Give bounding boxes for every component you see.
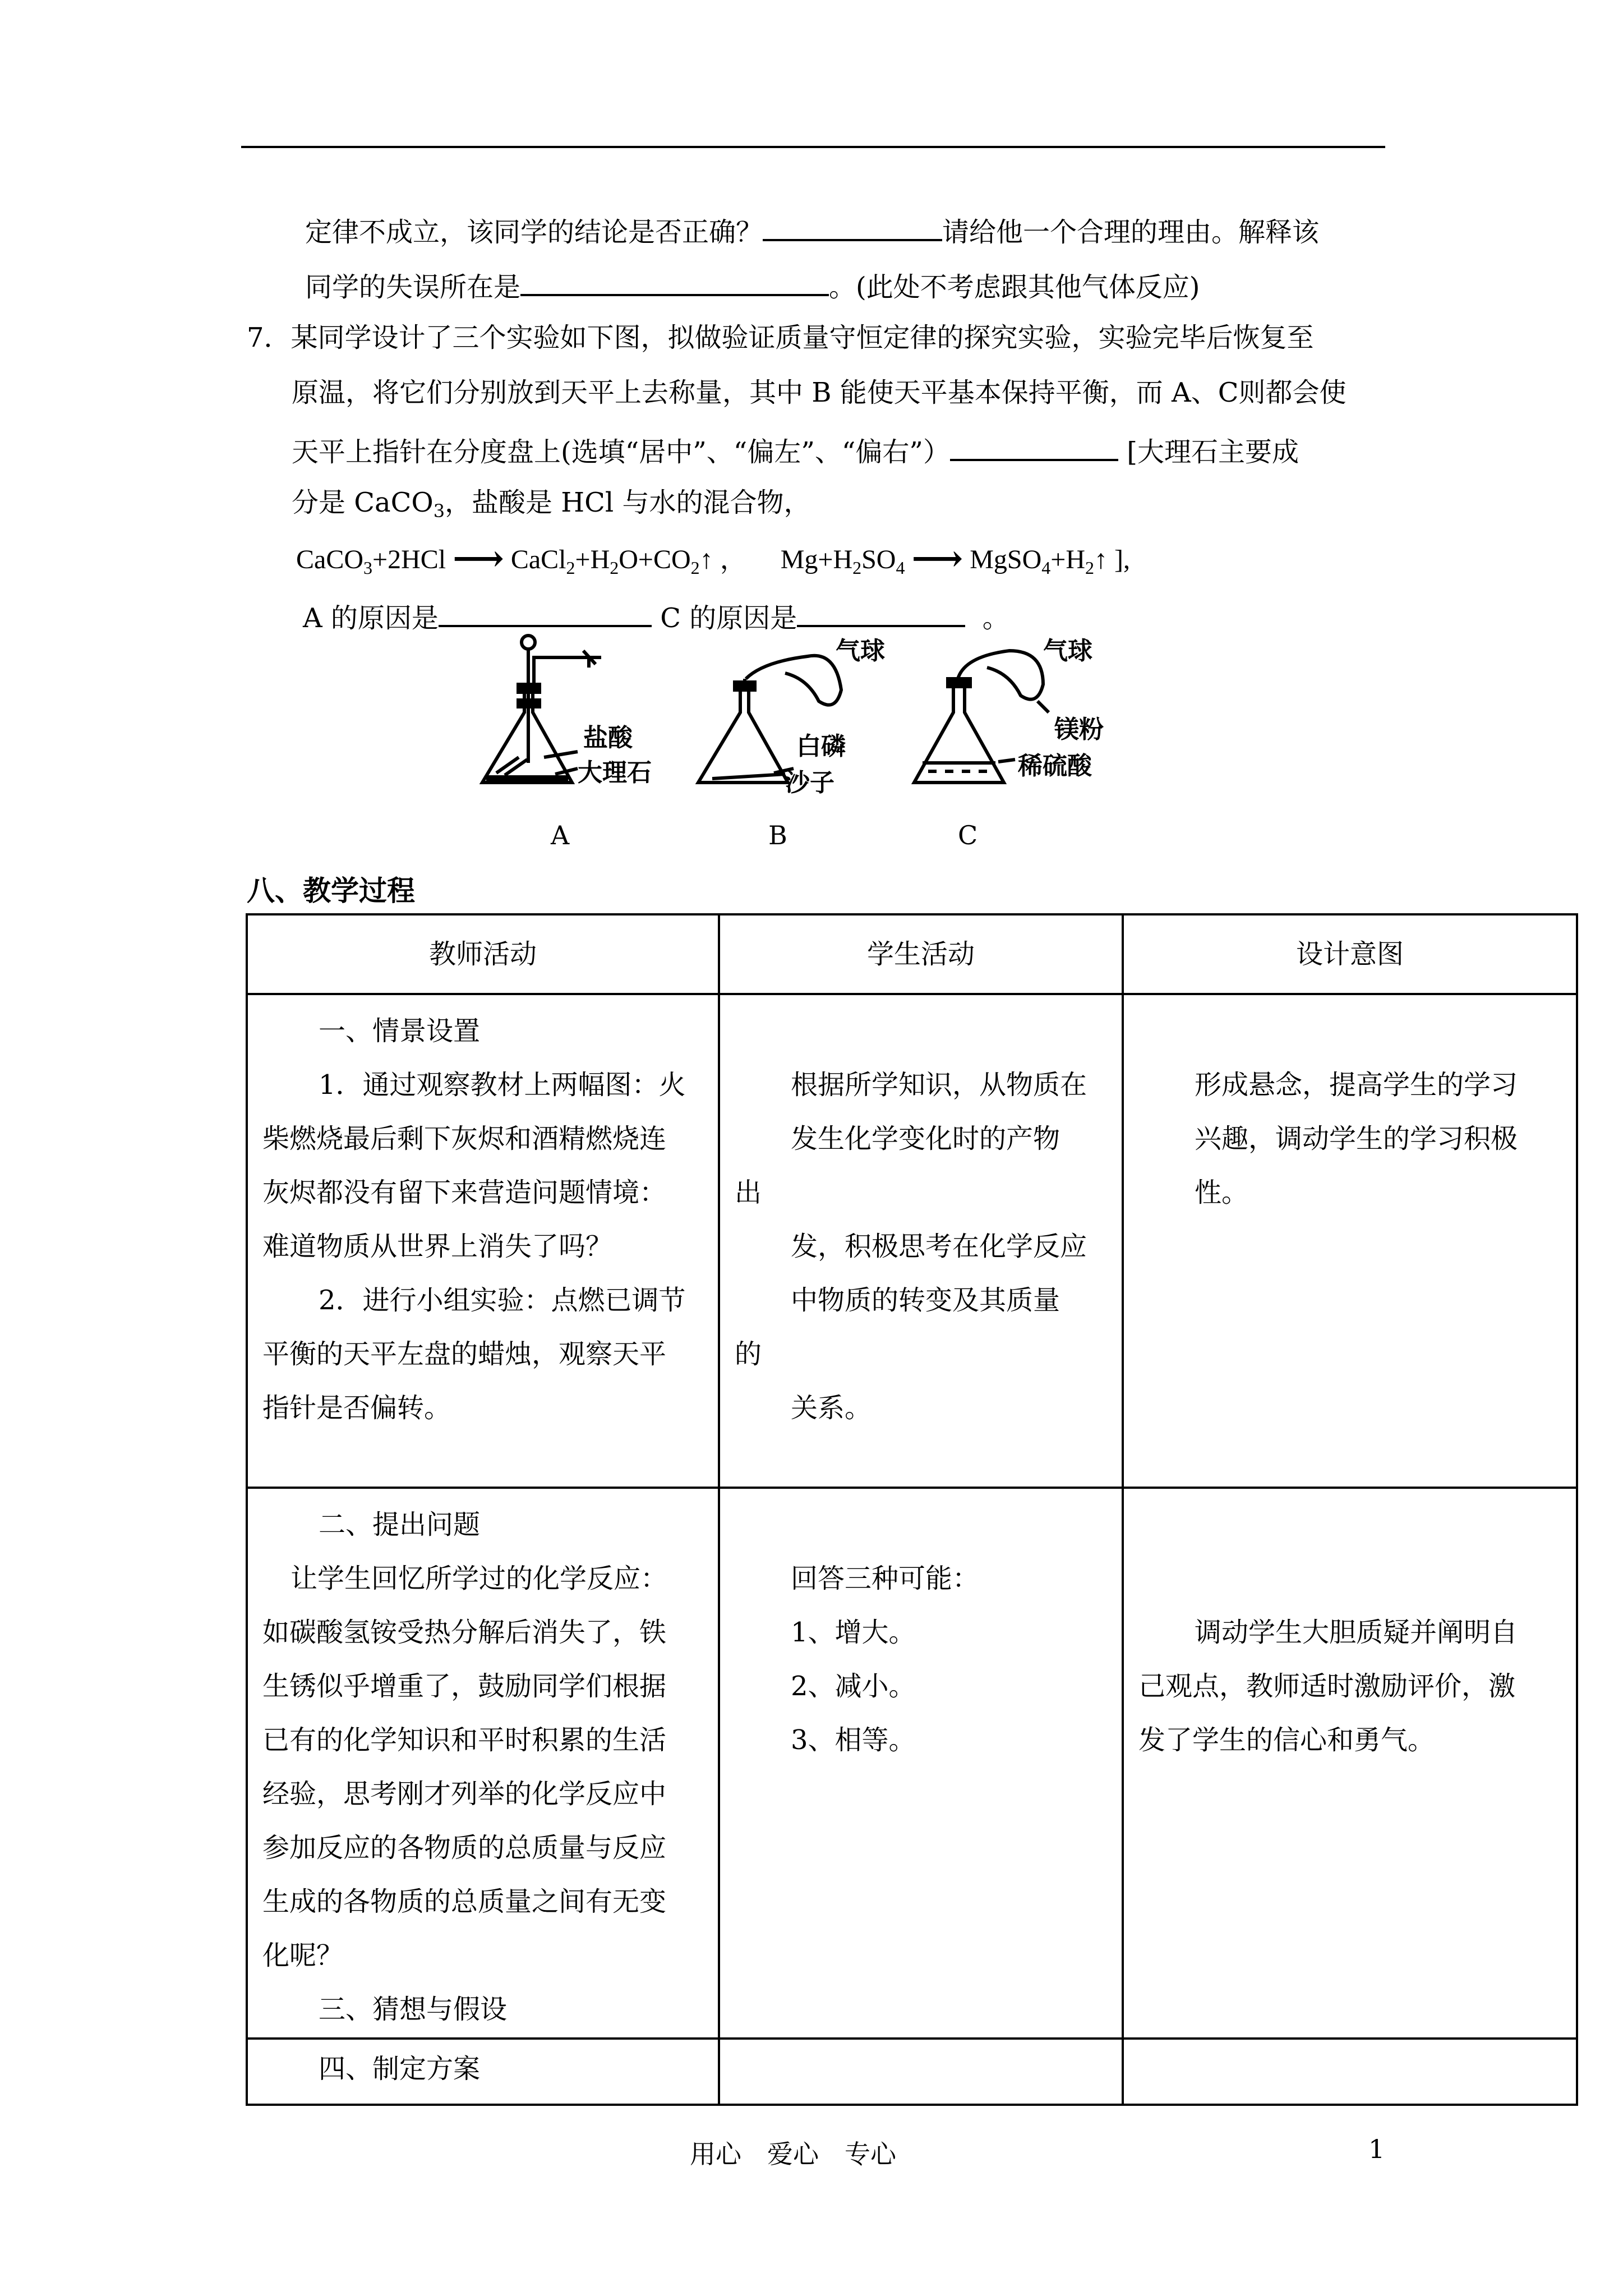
subscript: 2 — [1085, 558, 1094, 578]
q7-reason-line — [303, 597, 1009, 635]
q7-line-1: 7．某同学设计了三个实验如下图，拟做验证质量守恒定律的探究实验，实验完毕后恢复至 — [247, 322, 1314, 353]
equation-text: +H — [1050, 545, 1085, 574]
cell-line: 出 — [735, 1177, 762, 1208]
student-cell — [719, 1488, 1123, 2039]
label-hydrochloric-acid: 盐酸 — [583, 724, 633, 752]
design-cell — [1123, 1488, 1577, 2039]
subscript: 2 — [690, 558, 700, 578]
figure-labels — [578, 637, 1104, 797]
q7-text: ，盐酸是 HCl 与水的混合物， — [445, 487, 811, 518]
cell-line: 2、减小。 — [791, 1671, 916, 1702]
q7-text: C 的原因是 — [660, 602, 797, 634]
answer-blank[interactable] — [763, 211, 942, 241]
cell-line: 如碳酸氢铵受热分解后消失了，铁 — [262, 1617, 667, 1648]
label-dilute-sulfuric-acid: 稀硫酸 — [1018, 752, 1092, 780]
cell-line: 根据所学知识，从物质在 — [791, 1069, 1087, 1101]
cell-line: 1、增大。 — [791, 1617, 916, 1648]
cell-line: 平衡的天平左盘的蜡烛，观察天平 — [262, 1338, 667, 1370]
reaction-arrow-icon: ⟶ — [911, 539, 963, 578]
header-rule — [241, 146, 1385, 148]
q7-text: 分是 CaCO — [292, 487, 434, 518]
answer-blank[interactable] — [520, 266, 829, 296]
cell-line: 二、提出问题 — [319, 1509, 481, 1540]
table-row — [247, 994, 1577, 1488]
cell-line: 中物质的转变及其质量 — [791, 1285, 1061, 1316]
equation-text: O+CO — [619, 545, 691, 574]
equation-line — [296, 539, 1130, 585]
label-balloon-c: 气球 — [1043, 637, 1092, 665]
q7-line-3 — [292, 431, 1299, 469]
reaction-arrow-icon: ⟶ — [453, 539, 504, 578]
cell-line: 经验，思考刚才列举的化学反应中 — [262, 1778, 667, 1810]
cell-line: 的 — [735, 1338, 762, 1370]
equation-text: SO — [861, 545, 896, 574]
design-cell — [1123, 994, 1577, 1488]
cell-line: 已有的化学知识和平时积累的生活 — [262, 1724, 667, 1756]
cell-line: 发生化学变化时的产物 — [791, 1123, 1061, 1154]
caption-a: A — [551, 820, 570, 850]
cell-line: 兴趣，调动学生的学习积极 — [1195, 1123, 1518, 1154]
q7-line-4 — [292, 486, 811, 528]
cell-line: 灰烬都没有留下来营造问题情境： — [262, 1177, 667, 1208]
cell-line: 柴燃烧最后剩下灰烬和酒精燃烧连 — [262, 1123, 667, 1154]
teacher-cell — [247, 994, 719, 1488]
cell-line: 关系。 — [791, 1392, 872, 1424]
subscript: 4 — [896, 558, 905, 578]
equation-text: CaCl — [510, 545, 566, 574]
label-marble: 大理石 — [578, 758, 652, 787]
table-header-row — [247, 914, 1577, 994]
cell-line: 2．进行小组实验：点燃已调节 — [319, 1285, 686, 1316]
page-number: 1 — [1368, 2134, 1385, 2164]
table-row — [247, 1488, 1577, 2039]
subscript: 2 — [566, 558, 575, 578]
q7-text: [大理石主要成 — [1127, 436, 1299, 468]
answer-blank[interactable] — [797, 597, 965, 627]
caption-c: C — [958, 820, 978, 850]
experiment-figure — [471, 634, 1144, 802]
table-row — [247, 2039, 1577, 2105]
subscript: 2 — [610, 558, 619, 578]
cell-line: 化呢？ — [262, 1940, 344, 1971]
cell-line: 三、猜想与假设 — [319, 1994, 508, 2025]
q6-line-2 — [305, 266, 1200, 304]
answer-blank[interactable] — [439, 597, 652, 627]
equation-text: MgSO — [970, 545, 1042, 574]
cell-line: 3、相等。 — [791, 1724, 916, 1756]
cell-line: 回答三种可能： — [791, 1563, 980, 1594]
q6-text: 请给他一个合理的理由。解释该 — [942, 217, 1320, 248]
label-white-phosphorus: 白磷 — [796, 732, 846, 761]
cell-line: 生成的各物质的总质量之间有无变 — [262, 1886, 667, 1917]
flask-b — [698, 656, 841, 783]
q7-text: 天平上指针在分度盘上(选填“居中”、“偏左”、“偏右”） — [292, 436, 950, 468]
q7-line-2: 原温，将它们分别放到天平上去称量，其中 B 能使天平基本保持平衡，而 A、C则都会使 — [292, 377, 1347, 408]
footer-motto: 用心 爱心 专心 — [690, 2139, 896, 2169]
equation-text: +2HCl — [372, 545, 446, 574]
teacher-cell — [247, 1488, 719, 2039]
equation-text: Mg+H — [780, 545, 853, 574]
q6-line-1 — [305, 211, 1319, 249]
header-student-activity: 学生活动 — [719, 914, 1123, 994]
cell-line: 难道物质从世界上消失了吗？ — [262, 1231, 613, 1262]
student-cell — [719, 2039, 1123, 2105]
cell-line: 发，积极思考在化学反应 — [791, 1231, 1087, 1262]
q7-text: A 的原因是 — [303, 602, 439, 634]
q6-text: 。(此处不考虑跟其他气体反应) — [829, 272, 1200, 303]
cell-line: 生锈似乎增重了，鼓励同学们根据 — [262, 1671, 667, 1702]
equation-text: +H — [575, 545, 610, 574]
design-cell — [1123, 2039, 1577, 2105]
teaching-process-table — [246, 913, 1578, 2106]
caption-b: B — [768, 820, 787, 850]
equation-text: CaCO — [296, 545, 363, 574]
label-balloon-b: 气球 — [836, 637, 885, 665]
teacher-cell — [247, 2039, 719, 2105]
header-teacher-activity: 教师活动 — [247, 914, 719, 994]
cell-line: 一、情景设置 — [319, 1015, 481, 1047]
cell-line: 发了学生的信心和勇气。 — [1138, 1724, 1435, 1756]
section-title: 八、教学过程 — [247, 875, 415, 907]
cell-line: 让学生回忆所学过的化学反应： — [291, 1563, 668, 1594]
equation-text: ↑ ], — [1094, 545, 1130, 574]
cell-line: 参加反应的各物质的总质量与反应 — [262, 1832, 667, 1864]
subscript: 2 — [852, 558, 862, 578]
cell-line: 1．通过观察教材上两幅图：火 — [319, 1069, 686, 1101]
q6-text: 定律不成立，该同学的结论是否正确？ — [305, 217, 763, 248]
cell-line: 己观点，教师适时激励评价，激 — [1138, 1671, 1516, 1702]
subscript: 4 — [1041, 558, 1051, 578]
label-sand: 沙子 — [785, 769, 834, 797]
answer-blank[interactable] — [950, 431, 1118, 461]
cell-line: 四、制定方案 — [319, 2053, 481, 2085]
cell-line: 指针是否偏转。 — [262, 1392, 451, 1424]
q7-text: 。 — [982, 602, 1009, 634]
cell-line: 调动学生大胆质疑并阐明自 — [1195, 1617, 1518, 1648]
cell-line: 性。 — [1195, 1177, 1249, 1208]
label-magnesium-powder: 镁粉 — [1054, 715, 1104, 744]
student-cell — [719, 994, 1123, 1488]
equation-text: ↑ ， — [699, 545, 747, 574]
subscript: 3 — [363, 558, 372, 578]
header-design-intent: 设计意图 — [1123, 914, 1577, 994]
q6-text: 同学的失误所在是 — [305, 272, 521, 303]
cell-line: 形成悬念，提高学生的学习 — [1195, 1069, 1518, 1101]
subscript: 3 — [433, 500, 445, 522]
